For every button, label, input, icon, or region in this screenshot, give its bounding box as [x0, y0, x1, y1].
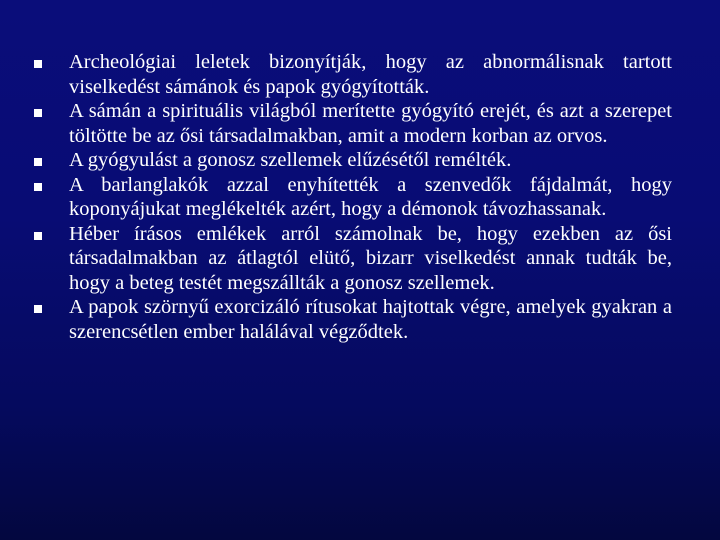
square-bullet-icon: [34, 148, 69, 173]
square-bullet-icon: [34, 173, 69, 198]
bullet-item: [34, 50, 672, 99]
bullet-text: Archeológiai leletek bizonyítják, hogy az abnormálisnak tartott viselkedést sámánok és papok gyógyították.: [69, 51, 672, 98]
bullet-item: [34, 295, 672, 344]
bullet-text: A sámán a spirituális világból merítette gyógyító erejét, és azt a szerepet töltötte be az ősi társadalmakban, amit a modern korban az orvos.: [69, 100, 672, 147]
bullet-list: [34, 50, 672, 344]
bullet-text: Héber írásos emlékek arról számolnak be, hogy ezekben az ősi társadalmakban az átlagtól elütő, bizarr viselkedést annak tudták be, hogy a beteg testét megszállták a gonosz szellemek.: [69, 222, 672, 294]
bullet-item: [34, 99, 672, 148]
square-bullet-icon: [34, 222, 69, 247]
bullet-text: A papok szörnyű exorcizáló rítusokat hajtottak végre, amelyek gyakran a szerencsétlen ember halálával végződtek.: [69, 296, 672, 343]
square-bullet-icon: [34, 295, 69, 320]
bullet-item: [34, 222, 672, 296]
bullet-item: [34, 148, 672, 173]
bullet-text: A gyógyulást a gonosz szellemek elűzésétől remélték.: [69, 149, 512, 171]
square-bullet-icon: [34, 50, 69, 75]
bullet-item: [34, 173, 672, 222]
bullet-text: A barlanglakók azzal enyhítették a szenvedők fájdalmát, hogy koponyájukat meglékelték azért, hogy a démonok távozhassanak.: [69, 173, 672, 220]
square-bullet-icon: [34, 99, 69, 124]
